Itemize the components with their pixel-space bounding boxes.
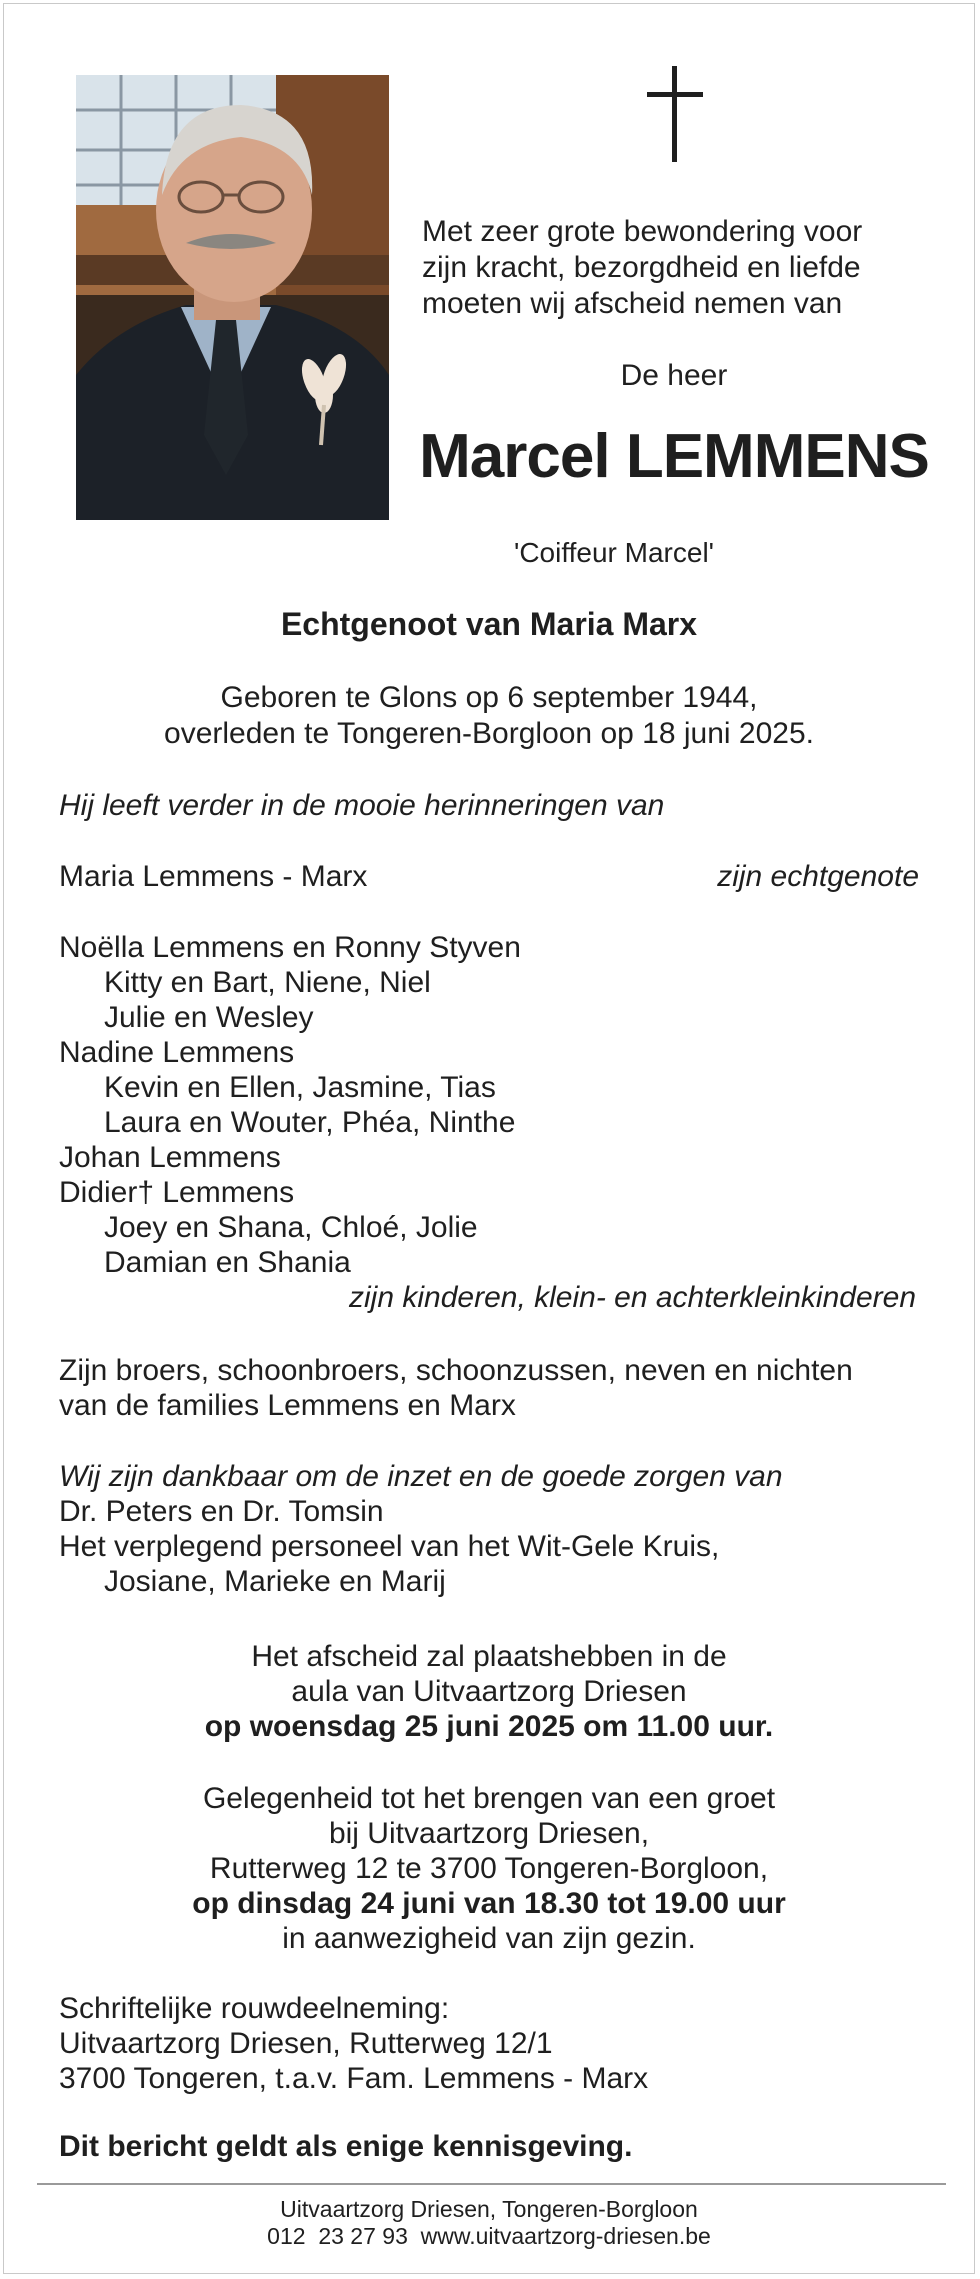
- death-line: overleden te Tongeren-Borgloon op 18 juni 2025.: [164, 717, 814, 750]
- siblings-line-1: Zijn broers, schoonbroers, schoonzussen, neven en nichten: [59, 1354, 853, 1387]
- notice: Dit bericht geldt als enige kennisgeving.: [59, 2130, 633, 2163]
- nickname: 'Coiffeur Marcel': [513, 537, 715, 568]
- family-member: Joey en Shana, Chloé, Jolie: [104, 1211, 478, 1244]
- farewell-line: Het afscheid zal plaatshebben in de: [251, 1640, 727, 1673]
- family-member: Didier† Lemmens: [59, 1176, 295, 1209]
- memories-intro: Hij leeft verder in de mooie herinneringen van: [59, 789, 665, 822]
- thanks-line: Het verplegend personeel van het Wit-Gele Kruis,: [59, 1530, 720, 1563]
- intro-line-1: Met zeer grote bewondering voor: [422, 215, 863, 248]
- honorific: De heer: [620, 359, 728, 392]
- family-member: Damian en Shania: [104, 1246, 351, 1279]
- intro-line-3: moeten wij afscheid nemen van: [422, 287, 843, 320]
- family-member: Kitty en Bart, Niene, Niel: [104, 966, 431, 999]
- siblings-line-2: van de families Lemmens en Marx: [59, 1389, 516, 1422]
- spouse-relation: zijn echtgenote: [717, 860, 919, 893]
- footer-divider: [37, 2183, 946, 2185]
- thanks-line: Dr. Peters en Dr. Tomsin: [59, 1495, 384, 1528]
- visitation-date: op dinsdag 24 juni van 18.30 tot 19.00 uur: [192, 1887, 786, 1920]
- footer-line-1: Uitvaartzorg Driesen, Tongeren-Borgloon: [280, 2196, 698, 2222]
- family-member: Nadine Lemmens: [59, 1036, 295, 1069]
- farewell-line: aula van Uitvaartzorg Driesen: [291, 1675, 687, 1708]
- family-member: Noëlla Lemmens en Ronny Styven: [59, 931, 521, 964]
- death-notice-card: [3, 3, 975, 2274]
- children-relation: zijn kinderen, klein- en achterkleinkinderen: [349, 1281, 916, 1314]
- visitation-line: Rutterweg 12 te 3700 Tongeren-Borgloon,: [209, 1852, 769, 1885]
- spouse-line: Echtgenoot van Maria Marx: [280, 606, 698, 642]
- portrait-photo: [76, 75, 389, 520]
- footer-line-2: 012 23 27 93 www.uitvaartzorg-driesen.be: [267, 2223, 711, 2249]
- spouse-name: Maria Lemmens - Marx: [59, 860, 368, 893]
- visitation-line: bij Uitvaartzorg Driesen,: [328, 1817, 650, 1850]
- family-member: Johan Lemmens: [59, 1141, 281, 1174]
- family-member: Kevin en Ellen, Jasmine, Tias: [104, 1071, 496, 1104]
- visitation-line: Gelegenheid tot het brengen van een groet: [202, 1782, 776, 1815]
- condolences-line: Uitvaartzorg Driesen, Rutterweg 12/1: [59, 2027, 553, 2060]
- farewell-date: op woensdag 25 juni 2025 om 11.00 uur.: [204, 1710, 774, 1743]
- condolences-line: 3700 Tongeren, t.a.v. Fam. Lemmens - Marx: [59, 2062, 649, 2095]
- condolences-line: Schriftelijke rouwdeelneming:: [59, 1992, 450, 2025]
- thanks-intro: Wij zijn dankbaar om de inzet en de goede zorgen van: [59, 1460, 783, 1493]
- visitation-line: in aanwezigheid van zijn gezin.: [282, 1922, 696, 1955]
- family-member: Julie en Wesley: [104, 1001, 314, 1034]
- cross-icon: [647, 66, 703, 167]
- intro-line-2: zijn kracht, bezorgdheid en liefde: [422, 251, 861, 284]
- family-member: Laura en Wouter, Phéa, Ninthe: [104, 1106, 516, 1139]
- birth-line: Geboren te Glons op 6 september 1944,: [220, 681, 758, 714]
- deceased-name: Marcel LEMMENS: [419, 422, 929, 491]
- thanks-line: Josiane, Marieke en Marij: [104, 1565, 446, 1598]
